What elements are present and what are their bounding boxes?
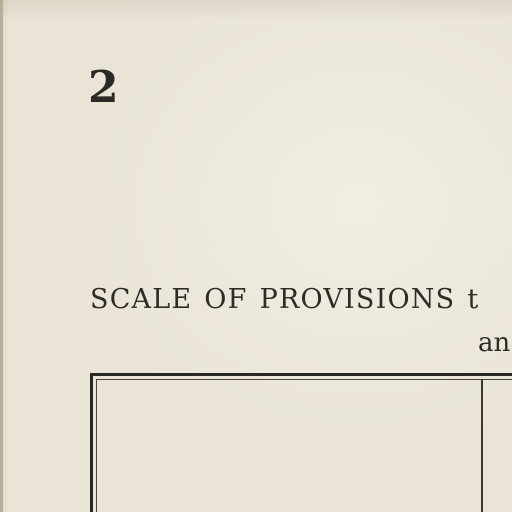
page-left-edge [0,0,3,512]
heading-word-of: OF [204,284,248,315]
heading-word-scale: SCALE [90,284,193,315]
heading-word-provisions: PROVISIONS [259,284,456,315]
table-top-inner-rule [96,379,512,380]
page-number: 2 [88,62,119,113]
table-column-divider [481,379,483,512]
table-top-border [90,373,512,376]
heading-continuation: an [478,328,511,358]
table-left-inner-rule [96,379,97,512]
document-heading [90,286,478,313]
heading-cut-off-word: t [467,284,479,315]
table-left-border [90,373,93,512]
